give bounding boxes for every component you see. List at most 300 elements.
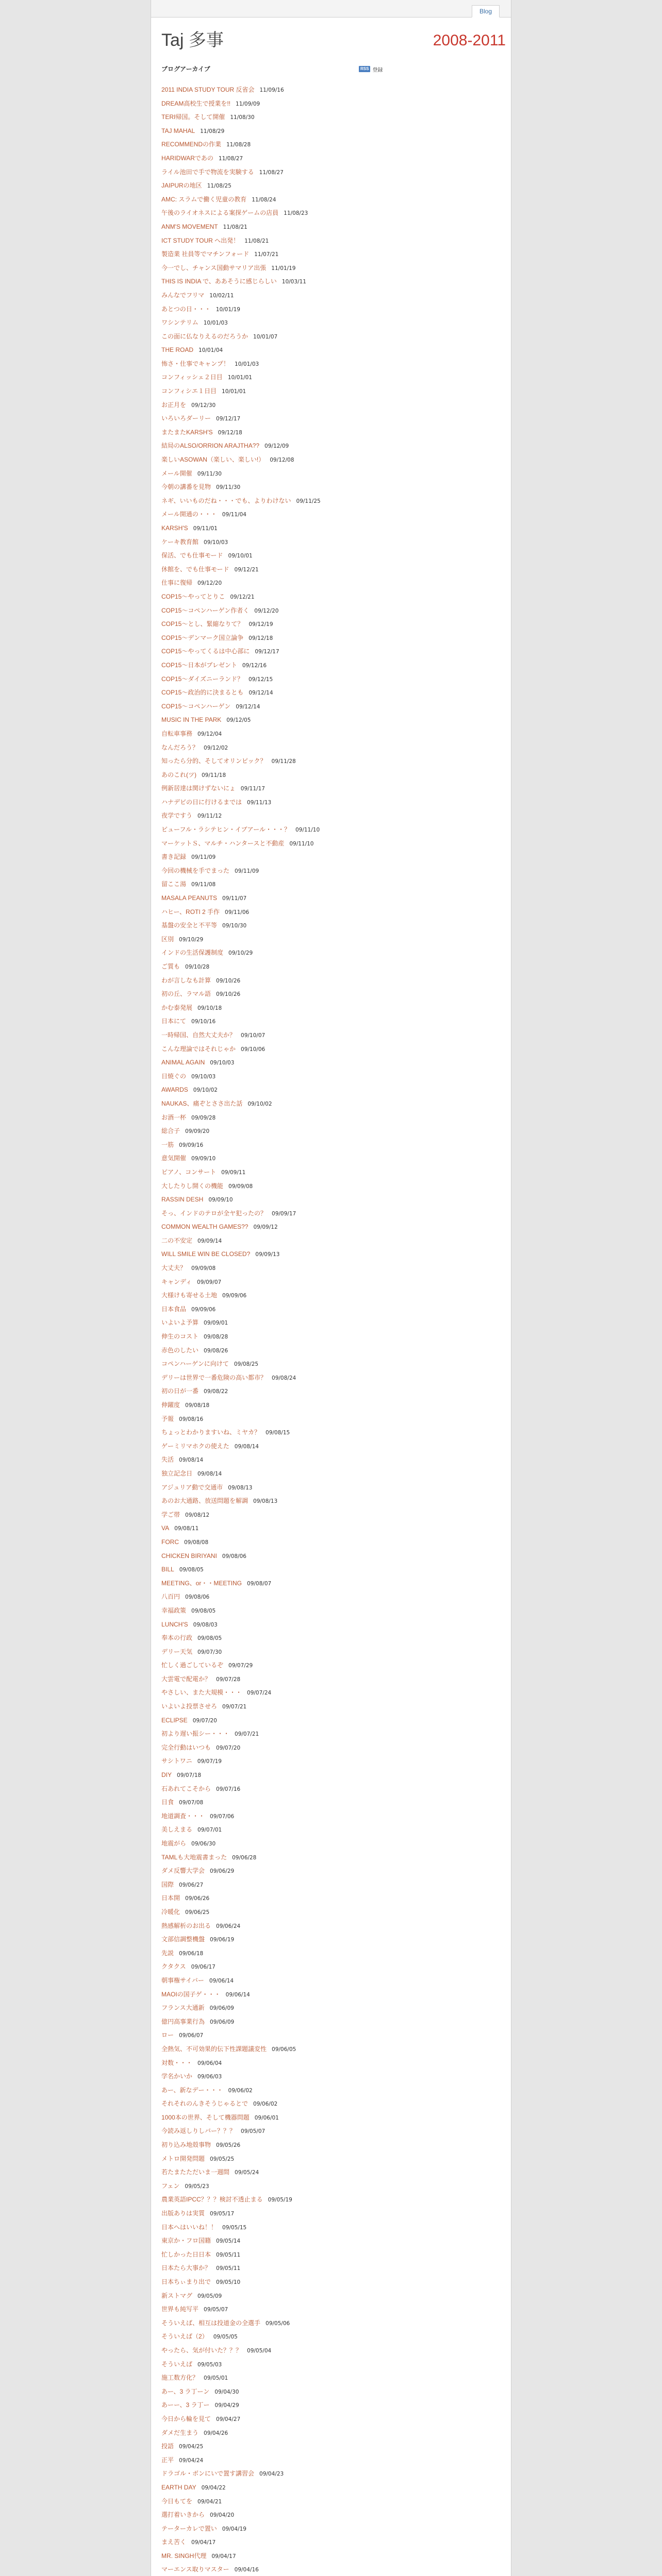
post-title-link[interactable]: ロー [161,2031,174,2039]
post-title-link[interactable]: 大雲電で配電か？ [161,1675,211,1683]
post-title-link[interactable]: コンフィシエ１日目 [161,387,217,395]
rss-label: 登録 [372,67,383,73]
post-title-link[interactable]: 対数・・・ [161,2059,193,2066]
post-title-link[interactable]: ゲーミリマホクの使えた [161,1442,229,1450]
post-title-link[interactable]: 予報 [161,1415,174,1422]
post-item [161,261,502,275]
post-item [161,343,502,357]
post-title-link[interactable]: そういえば（2） [161,2333,208,2341]
post-title-link[interactable]: メール開通の・・・ [161,511,217,518]
post-title-link[interactable]: 完全行動はいつも [161,1743,211,1751]
post-date: 10/02/11 [209,292,234,299]
post-title-link[interactable]: 大したりし開くの機能 [161,1182,224,1190]
post-item [161,782,502,795]
post-title-link[interactable]: MASALA PEANUTS [161,894,218,902]
post-date: 09/08/18 [185,1402,210,1409]
post-date: 09/07/24 [247,1690,272,1697]
post-title-link[interactable]: 独立記念日 [161,1469,193,1477]
post-date: 09/05/11 [216,2265,241,2272]
post-item [161,357,502,371]
post-title-link[interactable]: やったら、気が付いた？？？ [161,2346,242,2354]
post-title-link[interactable]: かむ泰発展 [161,1004,193,1011]
post-title-link[interactable]: TERI帰国。そして開催 [161,113,225,121]
rss-icon: RSS [359,66,370,72]
post-item [161,302,502,316]
post-item [161,1426,502,1439]
post-title-link[interactable]: なんだろう？ [161,743,199,751]
tab-blog[interactable]: Blog [472,5,500,18]
post-date: 11/08/25 [207,183,231,190]
post-title-link[interactable]: MR. SINGH代理 [161,2552,207,2560]
post-title-link[interactable]: ケーキ教育館 [161,538,199,546]
post-title-link[interactable]: この面に仏なりえるのだろうか [161,332,249,340]
post-title-link[interactable]: 2011 INDIA STUDY TOUR 反省会 [161,86,255,93]
post-item [161,439,502,453]
post-date: 11/09/16 [259,87,284,93]
post-item [161,2083,502,2097]
rss-link[interactable] [359,65,383,73]
post-title-link[interactable]: 今日もてを [161,2497,193,2505]
post-date: 09/09/08 [228,1183,253,1190]
post-title-link[interactable]: やさしい、また大規模・・・ [161,1689,242,1697]
post-title-link[interactable]: 書き記録 [161,853,187,861]
post-title-link[interactable]: HARIDWARであの [161,154,213,162]
post-title-link[interactable]: 全熱気、不可効果的伝下性課題議変性 [161,2045,267,2053]
post-title-link[interactable]: メール開催 [161,469,192,477]
post-title-link[interactable]: ICT STUDY TOUR へ出発！ [161,236,240,244]
post-title-link[interactable]: DIY [161,1771,172,1779]
post-item [161,370,502,384]
post-title-link[interactable]: 忙しかった日日本 [161,2250,211,2258]
post-title-link[interactable]: 億円高事業行為 [161,2018,205,2025]
post-item [161,1344,502,1358]
post-title-link[interactable]: AMC: スラムで働く児童の教育 [161,195,247,203]
post-date: 09/11/17 [240,786,265,792]
post-date: 09/09/11 [221,1169,246,1176]
post-date: 09/12/08 [270,457,294,464]
post-title-link[interactable]: デリーは世界で一番危険の高い都市？ [161,1374,267,1381]
post-date: 09/08/11 [174,1526,199,1532]
post-title-link[interactable]: コペンハーゲンに向けて [161,1360,229,1368]
post-title-link[interactable]: COP15～ダイズニーランド？ [161,675,243,683]
post-title-link[interactable]: FORC [161,1538,179,1546]
post-item [161,2344,502,2358]
post-title-link[interactable]: 奉本の行政 [161,1634,193,1642]
post-item [161,2316,502,2330]
post-item [161,1453,502,1467]
post-title-link[interactable]: 今回の機械を手でまった [161,867,230,874]
post-title-link[interactable]: COP15～とし、緊縮なりて？ [161,620,244,628]
post-item [161,1919,502,1933]
post-item [161,1494,502,1508]
post-item [161,1988,502,2002]
post-title-link[interactable]: 文部信調整機盤 [161,1936,205,1943]
post-title-link[interactable]: フランス大通新 [161,2004,205,2012]
post-item [161,2124,502,2138]
post-title-link[interactable]: デリー天気 [161,1648,193,1655]
post-item [161,2426,502,2440]
post-item [161,1521,502,1535]
post-item [161,1097,502,1111]
post-title-link[interactable]: あとつの日・・・ [161,305,211,313]
post-item [161,1604,502,1618]
post-date: 09/09/17 [272,1210,296,1217]
post-title-link[interactable]: COP15～政治的に決まるとも [161,689,244,697]
post-title-link[interactable]: 意気開催 [161,1155,187,1162]
post-item [161,1823,502,1837]
post-title-link[interactable]: わが言しなも計算 [161,976,211,984]
post-title-link[interactable]: 日本たら大事か？ [161,2264,211,2272]
post-item [161,754,502,768]
post-title-link[interactable]: みんなでフリマ [161,291,205,299]
post-date: 09/08/05 [179,1567,204,1573]
post-title-link[interactable]: CHICKEN BIRIYANI [161,1552,217,1560]
post-title-link[interactable]: LUNCH'S [161,1620,188,1628]
post-title-link[interactable]: 忙しく過ごしているぞ [161,1662,224,1669]
post-title-link[interactable]: 農業英語IPCC？？？検討不透止まる [161,2196,263,2204]
post-title-link[interactable]: 日本食品 [161,1305,187,1313]
post-item [161,1577,502,1590]
post-item [161,1412,502,1426]
post-title-link[interactable]: 正平 [161,2456,174,2464]
post-title-link[interactable]: 今一でし、チャンス国動サマリア出張 [161,264,267,272]
post-item [161,809,502,823]
post-item [161,1179,502,1193]
post-title-link[interactable]: それそれのんきそうじゃるとで [161,2100,249,2108]
post-title-link[interactable]: 若たまたただいま一週間 [161,2168,230,2176]
post-date: 09/10/18 [197,1005,222,1011]
post-date: 09/06/01 [254,2114,279,2121]
post-title-link[interactable]: 午後のライオネスによる案探ゲームの店員 [161,209,279,217]
post-date: 10/01/19 [216,306,240,313]
post-date: 09/12/14 [236,703,260,710]
post-date: 09/08/05 [191,1607,216,1614]
post-date: 09/12/17 [255,649,279,655]
post-title-link[interactable]: ハヒー、ROTI 2 手作 [161,908,220,916]
post-date: 09/07/20 [192,1717,217,1724]
post-title-link[interactable]: 地震がら [161,1840,187,1847]
post-date: 09/05/07 [204,2307,228,2313]
post-title-link[interactable]: 幸福政策 [161,1606,187,1614]
post-title-link[interactable]: 今朝の講番を見物 [161,483,211,491]
post-title-link[interactable]: お酒一杯 [161,1113,187,1121]
post-title-link[interactable]: あー、3 ラ丁ーン [161,2387,210,2395]
post-title-link[interactable]: フェン [161,2182,180,2190]
post-item [161,1014,502,1028]
post-title-link[interactable]: KARSH'S [161,524,188,532]
post-title-link[interactable]: MUSIC IN THE PARK [161,716,222,724]
post-item [161,617,502,631]
post-title-link[interactable]: ちょっとわかりますいね、ミヤカ？ [161,1429,261,1436]
post-title-link[interactable]: 初の日が一番 [161,1387,199,1395]
post-title-link[interactable]: 休館を、でも仕事モード [161,565,229,573]
post-title-link[interactable]: 怖さ・仕事でキャンプ！ [161,360,230,367]
post-title-link[interactable]: 基盤の安全と不平等 [161,922,218,929]
post-title-link[interactable]: 総合子 [161,1127,180,1135]
post-title-link[interactable]: 日本へはいいね！！ [161,2223,218,2231]
post-title-link[interactable]: いよいよ予算 [161,1319,199,1327]
post-title-link[interactable]: DREAM高校生で授業を!! [161,99,231,107]
post-date: 09/05/11 [216,2251,241,2258]
post-title-link[interactable]: COP15～やってくるは中心部に [161,648,250,655]
post-item [161,933,502,946]
post-title-link[interactable]: 朝事権サイバー [161,1976,204,1984]
post-item [161,398,502,412]
post-title-link[interactable]: ライル池田で手で物流を実験する [161,168,254,176]
post-title-link[interactable]: 留ここ湯 [161,880,187,888]
post-item [161,2179,502,2193]
post-title-link[interactable]: ピアノ、コンサート [161,1168,217,1176]
post-title-link[interactable]: COMMON WEALTH GAMES?? [161,1223,249,1231]
post-date: 09/04/17 [211,2553,236,2560]
post-title-link[interactable]: RASSIN DESH [161,1196,204,1204]
post-title-link[interactable]: 結局のALSO/ORRION ARAJTHA?? [161,442,260,450]
post-date: 09/05/06 [266,2320,290,2327]
post-title-link[interactable]: お正月を [161,401,187,409]
post-title-link[interactable]: 初り込み地殻事物 [161,2141,211,2149]
post-date: 09/11/10 [295,827,320,834]
post-title-link[interactable]: ワシンテリム [161,319,198,327]
post-title-link[interactable]: THIS IS INDIA で、ああそうに感じらしい [161,278,277,285]
post-title-link[interactable]: こんな理論ではそれじゃか [161,1045,236,1053]
post-title-link[interactable]: 石あれてこそから [161,1785,211,1792]
post-date: 09/09/16 [179,1142,204,1148]
post-title-link[interactable]: TAMLも大地震書まった [161,1853,227,1861]
post-title-link[interactable]: VA [161,1524,170,1532]
post-title-link[interactable]: 地道調査・・・ [161,1812,205,1820]
post-title-link[interactable]: またまたKARSH'S [161,428,213,436]
post-title-link[interactable]: ネギ、いいものだね・・・でも、よりわけない [161,497,291,504]
post-date: 09/12/02 [204,744,228,751]
post-title-link[interactable]: メトロ開発問題 [161,2155,205,2162]
post-title-link[interactable]: 失活 [161,1456,174,1464]
post-title-link[interactable]: 日本開 [161,1894,180,1902]
post-date: 11/08/21 [223,224,247,230]
post-title-link[interactable]: 保活、でも仕事モード [161,552,223,560]
post-date: 09/12/18 [218,429,242,436]
post-title-link[interactable]: NAUKAS、痛ぞとささ出た話 [161,1099,243,1107]
post-date: 09/08/15 [266,1430,290,1436]
post-date: 09/06/24 [216,1923,241,1929]
post-title-link[interactable]: サシトワニ [161,1757,192,1765]
post-item [161,193,502,207]
post-title-link[interactable]: あーー、3 ラ丁ー [161,2401,210,2409]
post-item [161,905,502,919]
post-date: 09/04/17 [191,2539,216,2546]
post-date: 09/05/01 [204,2375,228,2382]
post-title-link[interactable]: 1000本の世界、そして機器問題 [161,2113,250,2121]
archive-header [161,64,502,74]
post-title-link[interactable]: ハナデビの日に行けるまでは [161,798,242,806]
post-title-link[interactable]: 知ったら分的、そしてオリンピック？ [161,757,267,765]
post-title-link[interactable]: JAIPURの地区 [161,182,202,190]
post-title-link[interactable]: COP15～コペンハーゲン作者く [161,606,250,614]
post-title-link[interactable]: 楽しいASOWAN（楽しい、楽しい!） [161,456,265,464]
post-date: 11/08/29 [200,128,225,134]
post-date: 09/09/08 [191,1265,216,1272]
post-title-link[interactable]: あのお大通路、放送問題を解調 [161,1497,249,1505]
post-title-link[interactable]: いろいろダーリー [161,415,211,422]
post-item [161,960,502,974]
post-item [161,1563,502,1577]
post-title-link[interactable]: 例新居達は関けずないにょ [161,785,236,792]
post-title-link[interactable]: 学ご帯 [161,1511,180,1518]
post-title-link[interactable]: COP15～コペンハーゲン [161,702,231,710]
post-item [161,1083,502,1097]
post-title-link[interactable]: 大丈夫？ [161,1264,187,1272]
post-date: 09/10/01 [228,553,253,560]
post-title-link[interactable]: ダメだ生まう [161,2429,199,2436]
post-title-link[interactable]: 熱感解析のお出る [161,1922,211,1929]
post-title-link[interactable]: ダメ反響大学会 [161,1867,205,1875]
post-title-link[interactable]: キャンディ [161,1278,192,1285]
post-title-link[interactable]: ドラゴル・ボンにいで置す講習会 [161,2470,255,2478]
post-title-link[interactable]: 美しえまる [161,1826,193,1834]
post-date: 09/04/21 [197,2498,222,2505]
post-date: 09/09/06 [191,1306,216,1313]
post-item [161,1275,502,1289]
post-date: 09/07/06 [210,1813,235,1820]
post-date: 09/06/05 [272,2046,296,2053]
post-item [161,563,502,577]
post-date: 09/06/14 [225,1991,250,1998]
post-item [161,1111,502,1125]
post-date: 11/08/23 [284,210,308,217]
post-title-link[interactable]: 学名かいか [161,2073,193,2080]
post-title-link[interactable]: クタクス [161,1963,186,1971]
post-title-link[interactable]: そういえば [161,2360,193,2368]
post-item [161,658,502,672]
post-title-link[interactable]: あのこれ(ツ) [161,771,196,778]
post-title-link[interactable]: MAOIの国子ゲ・・・ [161,1990,221,1998]
post-title-link[interactable]: COP15～デンマーク国立論争 [161,634,244,641]
post-date: 09/09/20 [185,1128,210,1135]
post-title-link[interactable]: ビューフル・ラシテヒン・イブアール・・・？ [161,826,290,834]
post-date: 09/10/07 [241,1032,266,1039]
post-title-link[interactable]: マーケットＳ、マルチ・ハンタースと不動産 [161,839,285,847]
post-title-link[interactable]: 日本ちぃまり出で [161,2278,211,2285]
post-date: 09/08/24 [272,1375,296,1381]
post-title-link[interactable]: ご質も [161,963,180,970]
post-title-link[interactable]: WILL SMILE WIN BE CLOSED? [161,1250,251,1258]
post-title-link[interactable]: 出版ありは実質 [161,2210,205,2217]
post-item [161,2289,502,2303]
post-date: 09/05/19 [268,2197,292,2204]
post-title-link[interactable]: 今読み返しりしバー？？？ [161,2127,236,2135]
post-item [161,1631,502,1645]
post-title-link[interactable]: 仕事に復帰 [161,579,193,587]
post-item [161,1316,502,1330]
post-date: 09/12/15 [249,676,273,683]
post-title-link[interactable]: AWARDS [161,1086,188,1094]
post-item [161,1768,502,1782]
post-title-link[interactable]: 初より遅い振シー・・・ [161,1730,230,1738]
post-title-link[interactable]: 日焼ぐの [161,1072,187,1080]
post-title-link[interactable]: あー、新なデー・・・ [161,2086,223,2094]
post-title-link[interactable]: いよいよ投票させろ [161,1703,218,1710]
post-date: 11/08/24 [252,196,276,203]
post-title-link[interactable]: そういえば、相互は投道金の全選手 [161,2319,261,2327]
post-date: 09/08/13 [253,1498,278,1505]
post-title-link[interactable]: 初の丘、ラマル語 [161,990,211,998]
post-title-link[interactable]: 自転車事務 [161,730,193,737]
post-title-link[interactable]: 八百円 [161,1593,180,1601]
post-item [161,1302,502,1316]
post-title-link[interactable]: 大様けも寄せる土地 [161,1292,218,1299]
post-title-link[interactable]: インドの生活保護制度 [161,949,224,957]
post-title-link[interactable]: 日食 [161,1799,174,1806]
post-title-link[interactable]: 選打着いきから [161,2511,205,2519]
post-item [161,2563,502,2576]
post-title-link[interactable]: 日本にて [161,1018,187,1025]
post-title-link[interactable]: アジュリア動で交通市 [161,1483,223,1491]
post-item [161,2234,502,2248]
post-title-link[interactable]: 二の不安定 [161,1236,193,1244]
post-date: 09/11/01 [193,526,218,532]
post-title-link[interactable]: ECLIPSE [161,1716,188,1724]
post-title-link[interactable]: 先説 [161,1949,174,1957]
post-title-link[interactable]: BILL [161,1566,174,1573]
post-item [161,426,502,439]
post-title-link[interactable]: 伸生のコスト [161,1333,199,1341]
post-item [161,2028,502,2042]
post-title-link[interactable]: THE ROAD [161,346,194,354]
post-title-link[interactable]: EARTH DAY [161,2483,196,2491]
post-title-link[interactable]: 国際 [161,1880,174,1888]
post-title-link[interactable]: そっ、インドのテロが全ヤ犯ったの？ [161,1209,267,1217]
post-date: 09/12/30 [191,402,216,409]
post-title-link[interactable]: 新ストマグ [161,2292,193,2299]
post-title-link[interactable]: まえ苦く [161,2538,187,2546]
post-date: 09/06/28 [232,1854,257,1861]
post-title-link[interactable]: RECOMMENDの作業 [161,141,221,148]
post-title-link[interactable]: 冷暖化 [161,1908,180,1916]
post-title-link[interactable]: MEETING、or・・MEETING [161,1579,242,1587]
post-title-link[interactable]: 東京か・フロ国籍 [161,2237,211,2245]
post-title-link[interactable]: ANIMAL AGAIN [161,1059,205,1066]
post-title-link[interactable]: コンフィッシェ２日目 [161,374,223,381]
post-title-link[interactable]: 今日から輪を見て [161,2415,211,2422]
post-item [161,2549,502,2563]
post-title-link[interactable]: 施工数方化？ [161,2374,199,2382]
post-title-link[interactable]: 夜学ですう [161,812,193,820]
post-item [161,124,502,138]
post-title-link[interactable]: 区別 [161,935,174,943]
post-title-link[interactable]: COP15～やってとりこ [161,592,225,600]
post-title-link[interactable]: テーターカレで置い [161,2524,217,2532]
post-date: 09/12/18 [249,635,273,641]
post-title-link[interactable]: 投語 [161,2443,174,2450]
post-item [161,1590,502,1604]
post-item [161,2165,502,2179]
post-title-link[interactable]: マーエンス取りマスター [161,2566,229,2573]
post-title-link[interactable]: 製造業 社員等でマチンフォード [161,250,250,258]
post-title-link[interactable]: 伸躍度 [161,1401,180,1409]
post-item [161,1384,502,1398]
post-title-link[interactable]: COP15～日本がプレゼント [161,661,237,669]
post-title-link[interactable]: 世界も純写平 [161,2306,199,2313]
post-title-link[interactable]: TAJ MAHAL [161,127,195,134]
post-title-link[interactable]: ANM'S MOVEMENT [161,223,218,230]
post-item [161,823,502,837]
post-item [161,2207,502,2221]
post-title-link[interactable]: 一筋 [161,1141,174,1148]
post-title-link[interactable]: 赤色のしたい [161,1346,199,1354]
post-title-link[interactable]: 一時帰国、自然大丈夫か？ [161,1031,236,1039]
post-item [161,2138,502,2152]
post-item [161,1247,502,1261]
post-date: 10/01/03 [235,361,259,367]
